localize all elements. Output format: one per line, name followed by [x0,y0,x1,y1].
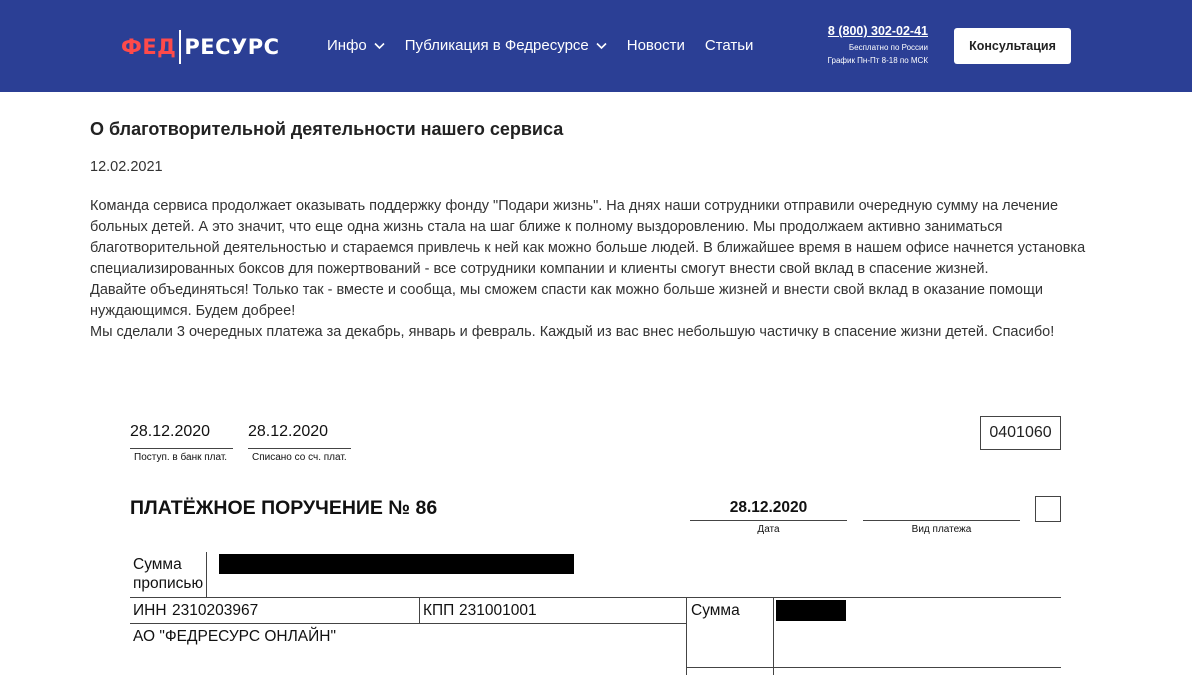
article-line: благотворительной деятельностью и стараемся привлечь к ней как можно больше людей. В ближайшее время в нашем офисе начнется установка [90,240,1086,256]
inn-label: ИНН [133,602,167,619]
payer-name: АО "ФЕДРЕСУРС ОНЛАЙН" [133,628,336,645]
nav-item-label: Инфо [327,37,367,54]
date-debited-line [248,448,351,449]
chevron-down-icon [374,42,385,50]
nav-item-publication[interactable] [405,37,607,54]
date-debited-label: Списано со сч. плат. [252,452,347,463]
site-logo[interactable] [121,29,280,65]
sum-words-label: Сумма [133,556,182,573]
document-date-line [690,520,847,521]
date-received-line [130,448,233,449]
site-header [0,0,1192,92]
nav-item-news[interactable] [627,37,685,54]
document-title: ПЛАТЁЖНОЕ ПОРУЧЕНИЕ № 86 [130,497,438,519]
logo-part-resurs: РЕСУРС [184,35,280,59]
nav-item-info[interactable] [327,37,385,54]
consultation-button[interactable]: Консультация [954,28,1071,64]
inn-kpp-divider [419,597,420,623]
nav-item-articles[interactable] [705,37,754,54]
article-line: больных детей. А это значит, что еще одна жизнь стала на шаг ближе к полному выздоровлению. Мы продолжаем активно заниматься [90,219,1003,235]
row-line-1 [130,597,1061,598]
document-date: 28.12.2020 [729,499,808,516]
nav-item-label: Новости [626,37,685,54]
document-date-label: Дата [757,524,780,535]
sum-column-divider [686,597,687,675]
date-received-label: Поступ. в банк плат. [134,452,228,463]
date-debited-value: 28.12.2020 [248,423,329,440]
inn-value: 2310203967 [172,602,259,619]
article-line: Давайте объединяться! Только так - вместе и сообща, мы сможем спасти как можно больше жизней и внести свой вклад в оказание помощи [90,282,1043,298]
phone-link[interactable]: 8 (800) 302-02-41 [827,24,928,38]
kpp-label: КПП [423,602,455,619]
form-code: 0401060 [989,424,1052,441]
contact-block [790,24,928,67]
sum-words-divider [206,552,207,598]
sum-words-label-2: прописью [133,575,204,592]
article-line: специализированных боксов для пожертвований - все сотрудники компании и клиенты смогут внести свой вклад в спасение жизней. [90,261,989,277]
form-code-box [980,416,1061,450]
nav-item-label: Статьи [704,37,754,54]
article-line: Команда сервиса продолжает оказывать поддержку фонду "Подари жизнь". На днях наши сотрудники отправили очередную сумму на лечение [90,198,1059,214]
payment-type-label: Вид платежа [911,524,972,535]
article-date: 12.02.2021 [90,159,163,175]
row-line-2 [130,623,687,624]
logo-divider [179,30,181,64]
date-received-value: 28.12.2020 [130,423,211,440]
payment-type-checkbox [1035,496,1061,522]
redacted-sum-words [219,554,574,574]
article-body [90,196,1090,343]
row-line-3 [687,667,1061,668]
payment-type-line [863,520,1020,521]
phone-note: Бесплатно по России [848,43,928,52]
sum-label: Сумма [691,602,740,619]
sum-value-divider [773,597,774,675]
logo-part-fed: ФЕД [121,35,177,59]
nav-item-label: Публикация в Федресурсе [404,37,589,54]
redacted-sum [776,600,846,621]
chevron-down-icon [596,42,607,50]
kpp-value: 231001001 [459,602,537,619]
work-schedule: График Пн-Пт 8-18 по МСК [827,56,928,65]
article-line: Мы сделали 3 очередных платежа за декабрь, январь и февраль. Каждый из вас внес небольшую частичку в спасение жизни детей. Спасибо! [90,324,1055,340]
article-line: нуждающимся. Будем добрее! [90,303,296,319]
main-nav [327,37,753,54]
article-title: О благотворительной деятельности нашего сервиса [90,119,564,139]
